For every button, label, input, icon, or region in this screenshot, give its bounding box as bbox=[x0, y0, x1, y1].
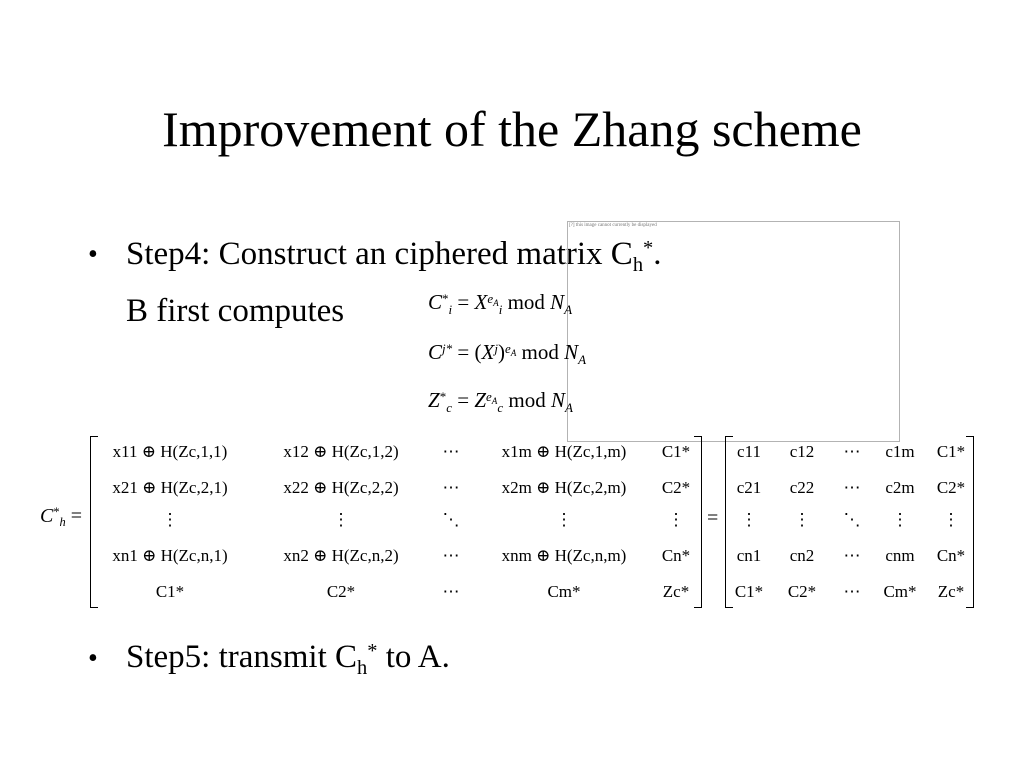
right-matrix-cell-r4-c2: cn2 bbox=[789, 546, 815, 565]
left-matrix-cell-r5-c2: C2* bbox=[326, 582, 356, 601]
eq2-j: j bbox=[494, 340, 498, 356]
left-matrix-cell-r4-c5: Cn* bbox=[661, 546, 691, 565]
right-matrix-cell-r1-c1: c11 bbox=[737, 442, 761, 461]
bullet-step4-sub: h bbox=[632, 254, 644, 277]
eq2-lparen: ( bbox=[474, 340, 482, 364]
right-matrix-cell-r2-c3: ⋯ bbox=[843, 478, 861, 497]
left-matrix-cell-r2-c2: x22 ⊕ H(Zc,2,2) bbox=[283, 478, 399, 497]
left-matrix-cell-r2-c3: ⋯ bbox=[442, 478, 460, 497]
eq3-c2: c bbox=[497, 399, 504, 415]
eq1-A: A bbox=[493, 297, 499, 308]
right-matrix-cell-r5-c3: ⋯ bbox=[843, 582, 861, 601]
right-matrix-cell-r2-c2: c22 bbox=[789, 478, 815, 497]
eq2-C: C bbox=[428, 340, 443, 364]
eq2-equals: = bbox=[457, 340, 470, 364]
eq3-N: N bbox=[551, 388, 566, 412]
image-placeholder-caption: [?] this image cannot currently be displayed bbox=[569, 223, 657, 228]
matrix-label-h: h bbox=[59, 515, 66, 530]
right-matrix-cell-r1-c2: c12 bbox=[789, 442, 815, 461]
left-matrix-cell-r1-c5: C1* bbox=[661, 442, 691, 461]
bullet-step5 bbox=[126, 639, 450, 680]
left-matrix-cell-r4-c4: xnm ⊕ H(Zc,n,m) bbox=[501, 546, 627, 565]
right-matrix-cell-r2-c5: C2* bbox=[936, 478, 966, 497]
left-matrix-cell-r4-c3: ⋯ bbox=[442, 546, 460, 565]
eq1-star: * bbox=[442, 290, 449, 306]
bullet-dot-2: • bbox=[88, 643, 98, 674]
eq2-mod: mod bbox=[521, 340, 559, 364]
eq3-star: * bbox=[439, 388, 447, 404]
eq1-NA: A bbox=[564, 301, 573, 317]
left-matrix-cell-r5-c4: Cm* bbox=[547, 582, 581, 601]
left-matrix-cell-r5-c1: C1* bbox=[155, 582, 185, 601]
eq2-A: A bbox=[510, 347, 517, 358]
bullet-dot-1: • bbox=[88, 239, 98, 270]
eq1-X: X bbox=[474, 290, 488, 314]
right-matrix-cell-r5-c4: Cm* bbox=[883, 582, 917, 601]
eq1-mod: mod bbox=[507, 290, 545, 314]
left-matrix-cell-r1-c4: x1m ⊕ H(Zc,1,m) bbox=[501, 442, 627, 461]
right-matrix-cell-r3-c4: ⋮ bbox=[891, 510, 909, 529]
eq3-e: e bbox=[486, 388, 492, 404]
embedded-image-frame bbox=[567, 221, 900, 442]
matrix-label bbox=[40, 505, 82, 528]
slide-title: Improvement of the Zhang scheme bbox=[162, 101, 862, 157]
eq2-NA: A bbox=[578, 351, 587, 367]
bullet-step4-suffix: . bbox=[653, 236, 662, 272]
eq1-e: e bbox=[487, 290, 494, 306]
eq3-c: c bbox=[446, 399, 452, 415]
continuation-text: B first computes bbox=[126, 293, 345, 329]
right-matrix-cell-r3-c5: ⋮ bbox=[942, 510, 960, 529]
left-matrix-cell-r2-c4: x2m ⊕ H(Zc,2,m) bbox=[501, 478, 627, 497]
left-matrix-cell-r4-c2: xn2 ⊕ H(Zc,n,2) bbox=[283, 546, 399, 565]
bullet-step4-sup: * bbox=[643, 236, 654, 259]
bullet-step4-text: Step4: Construct an ciphered matrix C bbox=[126, 236, 633, 272]
left-matrix-cell-r1-c2: x12 ⊕ H(Zc,1,2) bbox=[283, 442, 399, 461]
eq3-Z: Z bbox=[428, 388, 440, 412]
eq2-X: X bbox=[481, 340, 495, 364]
eq2-e: e bbox=[504, 340, 511, 356]
left-matrix-cell-r2-c5: C2* bbox=[661, 478, 691, 497]
right-matrix-cell-r3-c1: ⋮ bbox=[740, 510, 758, 529]
eq1-equals: = bbox=[457, 290, 470, 314]
left-matrix-cell-r3-c3: ⋱ bbox=[442, 510, 460, 529]
eq3-NA: A bbox=[565, 399, 573, 415]
right-matrix-cell-r5-c1: C1* bbox=[734, 582, 764, 601]
eq1-i2: i bbox=[498, 301, 503, 317]
left-matrix-cell-r3-c1: ⋮ bbox=[161, 510, 179, 529]
eq3-mod: mod bbox=[508, 388, 546, 412]
matrix-label-C: C bbox=[40, 505, 54, 527]
left-matrix-cell-r3-c4: ⋮ bbox=[555, 510, 573, 529]
bullet-step5-suffix: to A. bbox=[377, 639, 450, 675]
matrix-label-equals: = bbox=[70, 505, 83, 527]
matrix-equals: = bbox=[707, 507, 719, 529]
eq2-N: N bbox=[564, 340, 579, 364]
right-matrix-cell-r4-c3: ⋯ bbox=[843, 546, 861, 565]
bullet-step5-sub: h bbox=[357, 657, 368, 680]
right-matrix-cell-r5-c2: C2* bbox=[787, 582, 817, 601]
right-matrix-cell-r1-c4: c1m bbox=[885, 442, 915, 461]
left-matrix-cell-r3-c5: ⋮ bbox=[667, 510, 685, 529]
eq2-rparen: ) bbox=[497, 340, 505, 364]
bullet-step5-sup: * bbox=[367, 639, 378, 662]
right-matrix-cell-r5-c5: Zc* bbox=[937, 582, 965, 601]
left-matrix-cell-r4-c1: xn1 ⊕ H(Zc,n,1) bbox=[112, 546, 228, 565]
right-matrix-cell-r3-c2: ⋮ bbox=[793, 510, 811, 529]
right-matrix-cell-r1-c3: ⋯ bbox=[843, 442, 861, 461]
equation-cj bbox=[428, 340, 587, 367]
equation-zc bbox=[428, 388, 573, 415]
eq3-equals: = bbox=[457, 388, 470, 412]
right-matrix-cell-r2-c4: c2m bbox=[885, 478, 915, 497]
right-matrix-cell-r3-c3: ⋱ bbox=[843, 510, 861, 529]
left-matrix-cell-r1-c3: ⋯ bbox=[442, 442, 460, 461]
left-matrix-cell-r5-c3: ⋯ bbox=[442, 582, 460, 601]
eq3-A: A bbox=[491, 395, 498, 406]
eq2-jstar: j* bbox=[442, 340, 453, 356]
left-matrix-cell-r2-c1: x21 ⊕ H(Zc,2,1) bbox=[112, 478, 228, 497]
eq1-N: N bbox=[550, 290, 565, 314]
right-matrix-cell-r2-c1: c21 bbox=[736, 478, 762, 497]
eq1-C: C bbox=[428, 290, 443, 314]
right-matrix-cell-r1-c5: C1* bbox=[936, 442, 966, 461]
left-matrix-cell-r1-c1: x11 ⊕ H(Zc,1,1) bbox=[112, 442, 228, 461]
matrix-label-star: * bbox=[53, 504, 60, 519]
eq3-Z2: Z bbox=[474, 388, 487, 412]
bullet-step5-text: Step5: transmit C bbox=[126, 639, 357, 675]
eq1-i: i bbox=[448, 301, 453, 317]
right-matrix-cell-r4-c5: Cn* bbox=[936, 546, 966, 565]
equation-ci bbox=[428, 290, 573, 317]
right-matrix-cell-r4-c1: cn1 bbox=[736, 546, 762, 565]
left-matrix-cell-r5-c5: Zc* bbox=[662, 582, 690, 601]
left-matrix-cell-r3-c2: ⋮ bbox=[332, 510, 350, 529]
right-matrix-cell-r4-c4: cnm bbox=[885, 546, 915, 565]
